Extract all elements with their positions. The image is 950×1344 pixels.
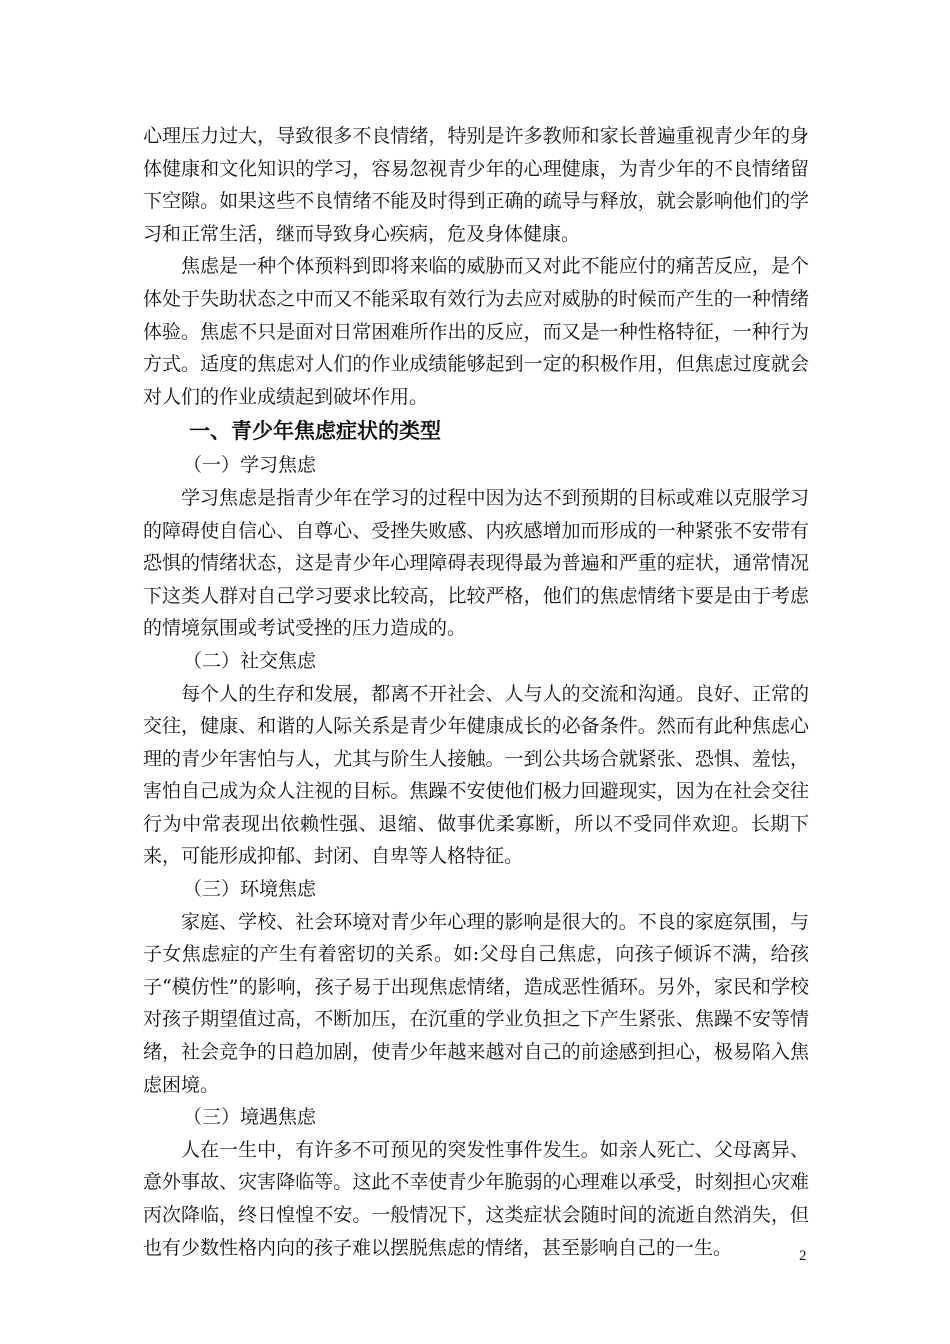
paragraph-continuation: 心理压力过大，导致很多不良情绪，特别是许多教师和家长普遍重视青少年的身体健康和文化知识的学习，容易忽视青少年的心理健康，为青少年的不良情绪留下空隙。如果这些不良情绪不能及时得到正确的疏导与释放，就会影响他们的学习和正常生活，继而导致身心疾病，危及身体健康。 (143, 125, 809, 245)
subsection-title-study-anxiety: （一）学习焦虑 (183, 454, 317, 477)
paragraph-social-anxiety: 每个人的生存和发展，都离不开社会、人与人的交流和沟通。良好、正常的交往，健康、和谐的人际关系是青少年健康成长的必备条件。然而有此种焦虑心理的青少年害怕与人，尤其与阶生人接触。一到公共场合就紧张、恐惧、羞怯，害怕自己成为众人注视的目标。焦躁不安使他们极力回避现实，因为在社会交往行为中常表现出依赖性强、退缩、做事优柔寡断，所以不受同伴欢迎。长期下来，可能形成抑郁、封闭、自卑等人格特征。 (143, 682, 809, 868)
section-heading: 一、青少年焦虑症状的类型 (189, 419, 441, 444)
document-body (143, 120, 809, 1264)
paragraph-circumstance-anxiety: 人在一生中，有许多不可预见的突发性事件发生。如亲人死亡、父母离异、意外事故、灾害降临等。这此不幸使青少年脆弱的心理难以承受，时刻担心灾难丙次降临，终日惶惶不安。一般情况下，这类症状会随时间的流逝自然消失，但也有少数性格内向的孩子难以摆脱焦虑的情绪，甚至影响自己的一生。 (143, 1138, 809, 1259)
paragraph-anxiety-definition: 焦虑是一种个体预料到即将来临的威胁而又对此不能应付的痛苦反应，是个体处于失助状态之中而又不能采取有效行为去应对威胁的时候而产生的一种情绪体验。焦虑不只是面对日常困难所作出的反应，而又是一种性格特征，一种行为方式。适度的焦虑对人们的作业成绩能够起到一定的积极作用，但焦虑过度就会对人们的作业成绩起到破坏作用。 (143, 255, 809, 408)
subsection-title-environment-anxiety: （三）环境焦虑 (183, 878, 317, 901)
subsection-title-circumstance-anxiety: （三）境遇焦虑 (183, 1106, 317, 1129)
paragraph-study-anxiety: 学习焦虑是指青少年在学习的过程中因为达不到预期的目标或难以克服学习的障碍使自信心、自尊心、受挫失败感、内疚感增加而形成的一种紧张不安带有恐惧的情绪状态，这是青少年心理障碍表现得最为普遍和严重的症状，通常情况下这类人群对自己学习要求比较高，比较严格，他们的焦虑情绪卞要是由于考虑的情境氛围或考试受挫的压力造成的。 (143, 486, 809, 640)
page-number: 2 (799, 1248, 807, 1264)
subsection-title-social-anxiety: （二）社交焦虑 (183, 649, 317, 672)
paragraph-environment-anxiety: 家庭、学校、社会环境对青少年心理的影响是很大的。不良的家庭氛围，与子女焦虑症的产生有着密切的关系。如:父母自己焦虑，向孩子倾诉不满，给孩子“模仿性”的影响，孩子易于出现焦虑情绪，造成恶性循环。另外，家民和学校对孩子期望值过高，不断加压，在沉重的学业负担之下产生紧张、焦躁不安等情绪，社会竞争的日趋加剧，使青少年越来越对自己的前途感到担心，极易陷入焦虑困境。 (143, 910, 809, 1096)
